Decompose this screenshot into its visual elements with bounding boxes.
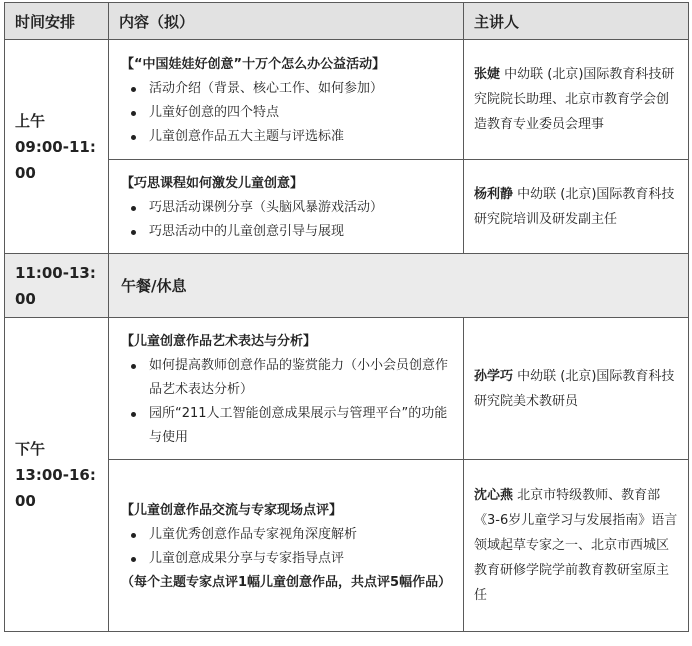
lunch-time-line2: 00 xyxy=(15,289,36,308)
morning-time-line2: 00 xyxy=(15,163,36,182)
lunch-time-cell xyxy=(5,254,109,318)
afternoon-session-1-content xyxy=(109,318,464,460)
list-item: 儿童创意成果分享与专家指导点评 xyxy=(149,547,451,571)
header-row xyxy=(5,3,689,40)
session-item-list xyxy=(121,196,451,244)
session-note: （每个主题专家点评1幅儿童创意作品，共点评5幅作品） xyxy=(121,574,452,590)
session-title: 【巧思课程如何激发儿童创意】 xyxy=(121,175,304,191)
speaker-name: 孙学巧 xyxy=(474,368,514,384)
session-item-list xyxy=(121,523,451,571)
header-content: 内容（拟） xyxy=(109,3,464,40)
afternoon-period: 下午 xyxy=(15,439,46,458)
afternoon-time-line1: 13:00-16: xyxy=(15,465,96,484)
morning-session-1-content xyxy=(109,40,464,160)
speaker-desc: 中幼联 (北京)国际教育科技研究院美术教研员 xyxy=(474,368,675,409)
speaker-name: 杨利静 xyxy=(474,186,514,202)
morning-session-1-row xyxy=(5,40,689,160)
lunch-time-line1: 11:00-13: xyxy=(15,263,96,282)
afternoon-session-1-speaker xyxy=(464,318,689,460)
schedule-table xyxy=(4,2,689,632)
afternoon-time-cell xyxy=(5,318,109,632)
morning-time-line1: 09:00-11: xyxy=(15,137,96,156)
session-title: 【儿童创意作品艺术表达与分析】 xyxy=(121,333,317,349)
speaker-desc: 中幼联 (北京)国际教育科技研究院院长助理、北京市教育学会创造教育专业委员会理事 xyxy=(474,67,675,132)
header-speaker: 主讲人 xyxy=(464,3,689,40)
afternoon-session-2-speaker xyxy=(464,460,689,632)
lunch-row xyxy=(5,254,689,318)
list-item: 园所“211人工智能创意成果展示与管理平台”的功能与使用 xyxy=(149,402,451,450)
afternoon-session-1-row xyxy=(5,318,689,460)
speaker-name: 沈心燕 xyxy=(474,488,514,503)
list-item: 儿童优秀创意作品专家视角深度解析 xyxy=(149,523,451,547)
session-title: 【“中国娃娃好创意”十万个怎么办公益活动】 xyxy=(121,56,386,72)
morning-period: 上午 xyxy=(15,111,46,130)
list-item: 如何提高教师创意作品的鉴赏能力（小小会员创意作品艺术表达分析） xyxy=(149,354,451,402)
speaker-name: 张婕 xyxy=(474,67,501,82)
list-item: 儿童好创意的四个特点 xyxy=(149,101,451,125)
morning-session-2-speaker xyxy=(464,160,689,254)
header-time: 时间安排 xyxy=(5,3,109,40)
afternoon-time-line2: 00 xyxy=(15,491,36,510)
list-item: 活动介绍（背景、核心工作、如何参加） xyxy=(149,77,451,101)
speaker-desc: 北京市特级教师、教育部《3-6岁儿童学习与发展指南》语言领域起草专家之一、北京市西城区教育研修学院学前教育教研室原主任 xyxy=(474,488,678,603)
list-item: 儿童创意作品五大主题与评选标准 xyxy=(149,125,451,149)
session-item-list xyxy=(121,77,451,149)
session-title: 【儿童创意作品交流与专家现场点评】 xyxy=(121,502,343,518)
morning-session-1-speaker xyxy=(464,40,689,160)
list-item: 巧思活动中的儿童创意引导与展现 xyxy=(149,220,451,244)
session-item-list xyxy=(121,354,451,450)
morning-session-2-content xyxy=(109,160,464,254)
list-item: 巧思活动课例分享（头脑风暴游戏活动） xyxy=(149,196,451,220)
morning-time-cell xyxy=(5,40,109,254)
speaker-desc: 中幼联 (北京)国际教育科技研究院培训及研发副主任 xyxy=(474,186,675,227)
lunch-label: 午餐/休息 xyxy=(109,254,689,318)
afternoon-session-2-content xyxy=(109,460,464,632)
